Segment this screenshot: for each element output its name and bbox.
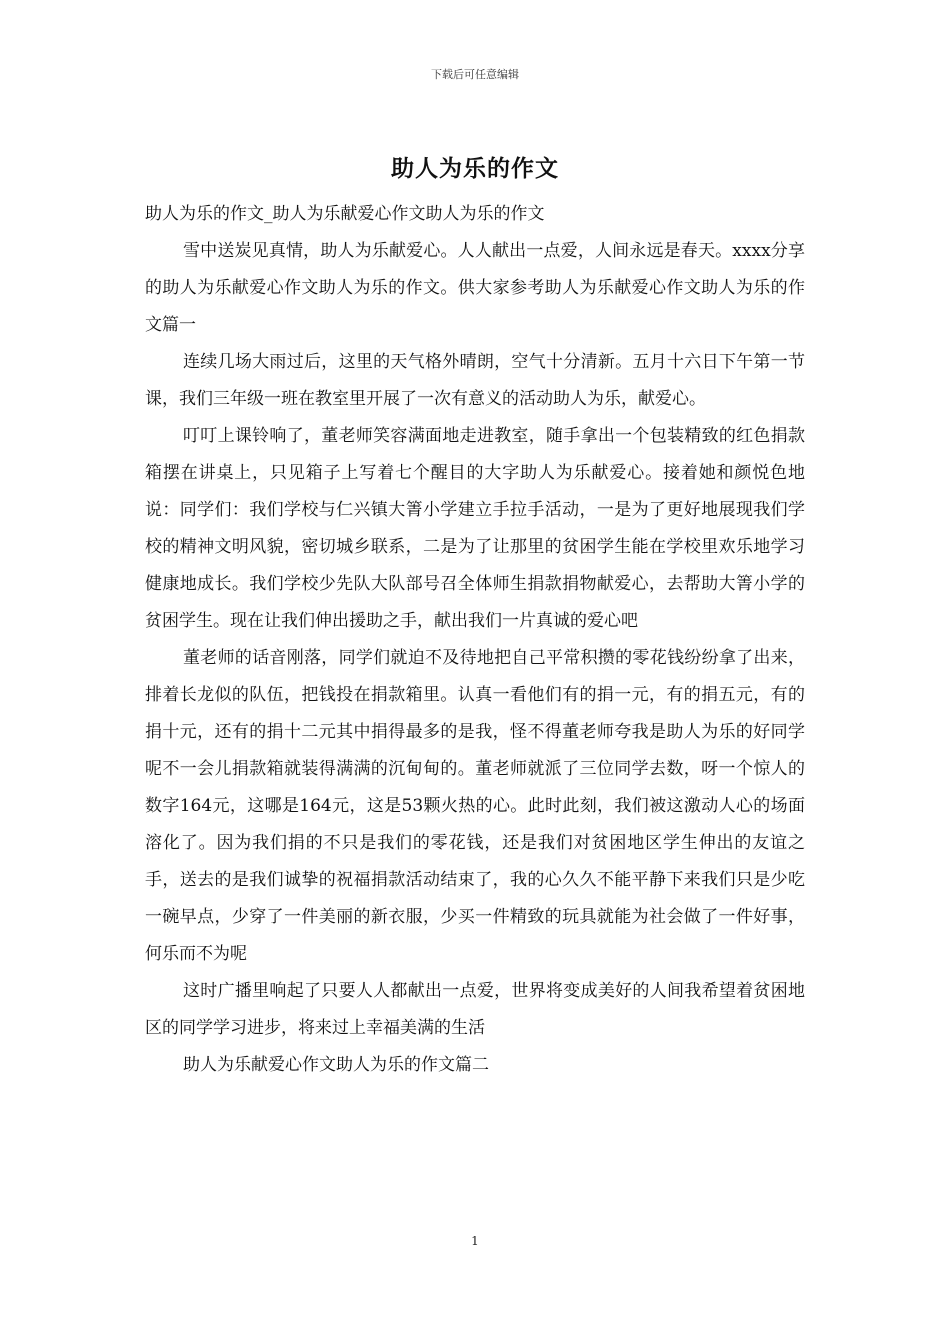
page-number: 1	[471, 1234, 479, 1248]
document-body	[145, 196, 805, 1084]
document-title: 助人为乐的作文	[391, 155, 559, 182]
body-paragraph: 连续几场大雨过后，这里的天气格外晴朗，空气十分清新。五月十六日下午第一节课，我们三年级一班在教室里开展了一次有意义的活动助人为乐，献爱心。	[145, 352, 805, 409]
body-paragraph: 雪中送炭见真情，助人为乐献爱心。人人献出一点爱，人间永远是春天。xxxx分享的助人为乐献爱心作文助人为乐的作文。供大家参考助人为乐献爱心作文助人为乐的作文篇一	[145, 241, 805, 335]
body-paragraph: 助人为乐献爱心作文助人为乐的作文篇二	[183, 1055, 489, 1075]
body-paragraph: 助人为乐的作文_助人为乐献爱心作文助人为乐的作文	[145, 204, 545, 224]
body-paragraph: 叮叮上课铃响了，董老师笑容满面地走进教室，随手拿出一个包装精致的红色捐款箱摆在讲桌上，只见箱子上写着七个醒目的大字助人为乐献爱心。接着她和颜悦色地说：同学们：我们学校与仁兴镇大箐小学建立手拉手活动，一是为了更好地展现我们学校的精神文明风貌，密切城乡联系，二是为了让那里的贫困学生能在学校里欢乐地学习健康地成长。我们学校少先队大队部号召全体师生捐款捐物献爱心，去帮助大箐小学的贫困学生。现在让我们伸出援助之手，献出我们一片真诚的爱心吧	[145, 426, 805, 631]
body-paragraph: 董老师的话音刚落，同学们就迫不及待地把自己平常积攒的零花钱纷纷拿了出来，排着长龙似的队伍，把钱投在捐款箱里。认真一看他们有的捐一元，有的捐五元，有的捐十元，还有的捐十二元其中捐得最多的是我，怪不得董老师夸我是助人为乐的好同学呢不一会儿捐款箱就装得满满的沉甸甸的。董老师就派了三位同学去数，呀一个惊人的数字164元，这哪是164元，这是53颗火热的心。此时此刻，我们被这激动人心的场面溶化了。因为我们捐的不只是我们的零花钱，还是我们对贫困地区学生伸出的友谊之手，送去的是我们诚挚的祝福捐款活动结束了，我的心久久不能平静下来我们只是少吃一碗早点，少穿了一件美丽的新衣服，少买一件精致的玩具就能为社会做了一件好事，何乐而不为呢	[145, 648, 805, 964]
body-paragraph: 这时广播里响起了只要人人都献出一点爱，世界将变成美好的人间我希望着贫困地区的同学学习进步，将来过上幸福美满的生活	[145, 981, 805, 1038]
header-note: 下载后可任意编辑	[431, 68, 519, 81]
